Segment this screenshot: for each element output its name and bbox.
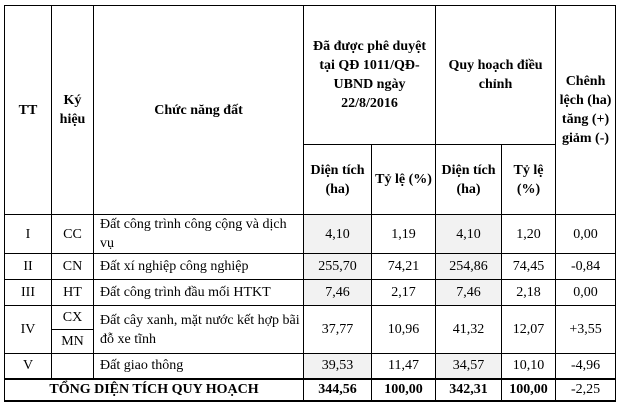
table-row xyxy=(5,280,616,306)
header-ratio-new: Tỷ lệ (%) xyxy=(502,145,556,215)
row-tt: III xyxy=(5,280,52,306)
row-ratio-old: 10,96 xyxy=(372,306,436,354)
row-area-new: 34,57 xyxy=(436,354,502,379)
row-name: Đất giao thông xyxy=(94,354,304,379)
total-row xyxy=(5,379,616,401)
row-area-old: 4,10 xyxy=(304,215,372,254)
header-ratio-old: Tỷ lệ (%) xyxy=(372,145,436,215)
row-ratio-old: 74,21 xyxy=(372,254,436,280)
row-area-old: 37,77 xyxy=(304,306,372,354)
land-use-table xyxy=(4,5,616,402)
row-area-old: 39,53 xyxy=(304,354,372,379)
total-ratio-old: 100,00 xyxy=(372,379,436,401)
row-code xyxy=(52,354,94,379)
row-ratio-new: 2,18 xyxy=(502,280,556,306)
header-area-new: Diện tích (ha) xyxy=(436,145,502,215)
row-area-old: 255,70 xyxy=(304,254,372,280)
row-diff: 0,00 xyxy=(556,215,616,254)
header-approved: Đã được phê duyệt tại QĐ 1011/QĐ-UBND ngày 22/8/2016 xyxy=(304,6,436,145)
row-ratio-new: 1,20 xyxy=(502,215,556,254)
row-tt: II xyxy=(5,254,52,280)
header-ky-hieu: Ký hiệu xyxy=(52,6,94,215)
row-diff: 0,00 xyxy=(556,280,616,306)
table-row xyxy=(5,306,616,330)
row-ratio-old: 11,47 xyxy=(372,354,436,379)
row-name: Đất công trình đầu mối HTKT xyxy=(94,280,304,306)
header-chuc-nang: Chức năng đất xyxy=(94,6,304,215)
row-code: CC xyxy=(52,215,94,254)
header-row-1 xyxy=(5,6,616,145)
table-row xyxy=(5,215,616,254)
row-name: Đất cây xanh, mặt nước kết hợp bãi đỗ xe tĩnh xyxy=(94,306,304,354)
row-ratio-old: 2,17 xyxy=(372,280,436,306)
row-area-new: 7,46 xyxy=(436,280,502,306)
row-ratio-new: 74,45 xyxy=(502,254,556,280)
row-area-old: 7,46 xyxy=(304,280,372,306)
header-area-old: Diện tích (ha) xyxy=(304,145,372,215)
row-code: HT xyxy=(52,280,94,306)
table-row xyxy=(5,254,616,280)
row-code: CX xyxy=(52,306,94,330)
row-tt: IV xyxy=(5,306,52,354)
header-adjusted: Quy hoạch điều chỉnh xyxy=(436,6,556,145)
row-tt: I xyxy=(5,215,52,254)
table-row xyxy=(5,354,616,379)
row-area-new: 4,10 xyxy=(436,215,502,254)
row-tt: V xyxy=(5,354,52,379)
row-code: MN xyxy=(52,330,94,354)
total-label: TỔNG DIỆN TÍCH QUY HOẠCH xyxy=(5,379,304,401)
row-code: CN xyxy=(52,254,94,280)
header-tt: TT xyxy=(5,6,52,215)
row-ratio-new: 10,10 xyxy=(502,354,556,379)
row-ratio-new: 12,07 xyxy=(502,306,556,354)
row-ratio-old: 1,19 xyxy=(372,215,436,254)
total-area-new: 342,31 xyxy=(436,379,502,401)
row-diff: -0,84 xyxy=(556,254,616,280)
total-diff: -2,25 xyxy=(556,379,616,401)
total-area-old: 344,56 xyxy=(304,379,372,401)
total-ratio-new: 100,00 xyxy=(502,379,556,401)
row-diff: +3,55 xyxy=(556,306,616,354)
header-change: Chênh lệch (ha) tăng (+) giảm (-) xyxy=(556,6,616,215)
row-name: Đất công trình công cộng và dịch vụ xyxy=(94,215,304,254)
row-area-new: 254,86 xyxy=(436,254,502,280)
row-diff: -4,96 xyxy=(556,354,616,379)
row-name: Đất xí nghiệp công nghiệp xyxy=(94,254,304,280)
row-area-new: 41,32 xyxy=(436,306,502,354)
